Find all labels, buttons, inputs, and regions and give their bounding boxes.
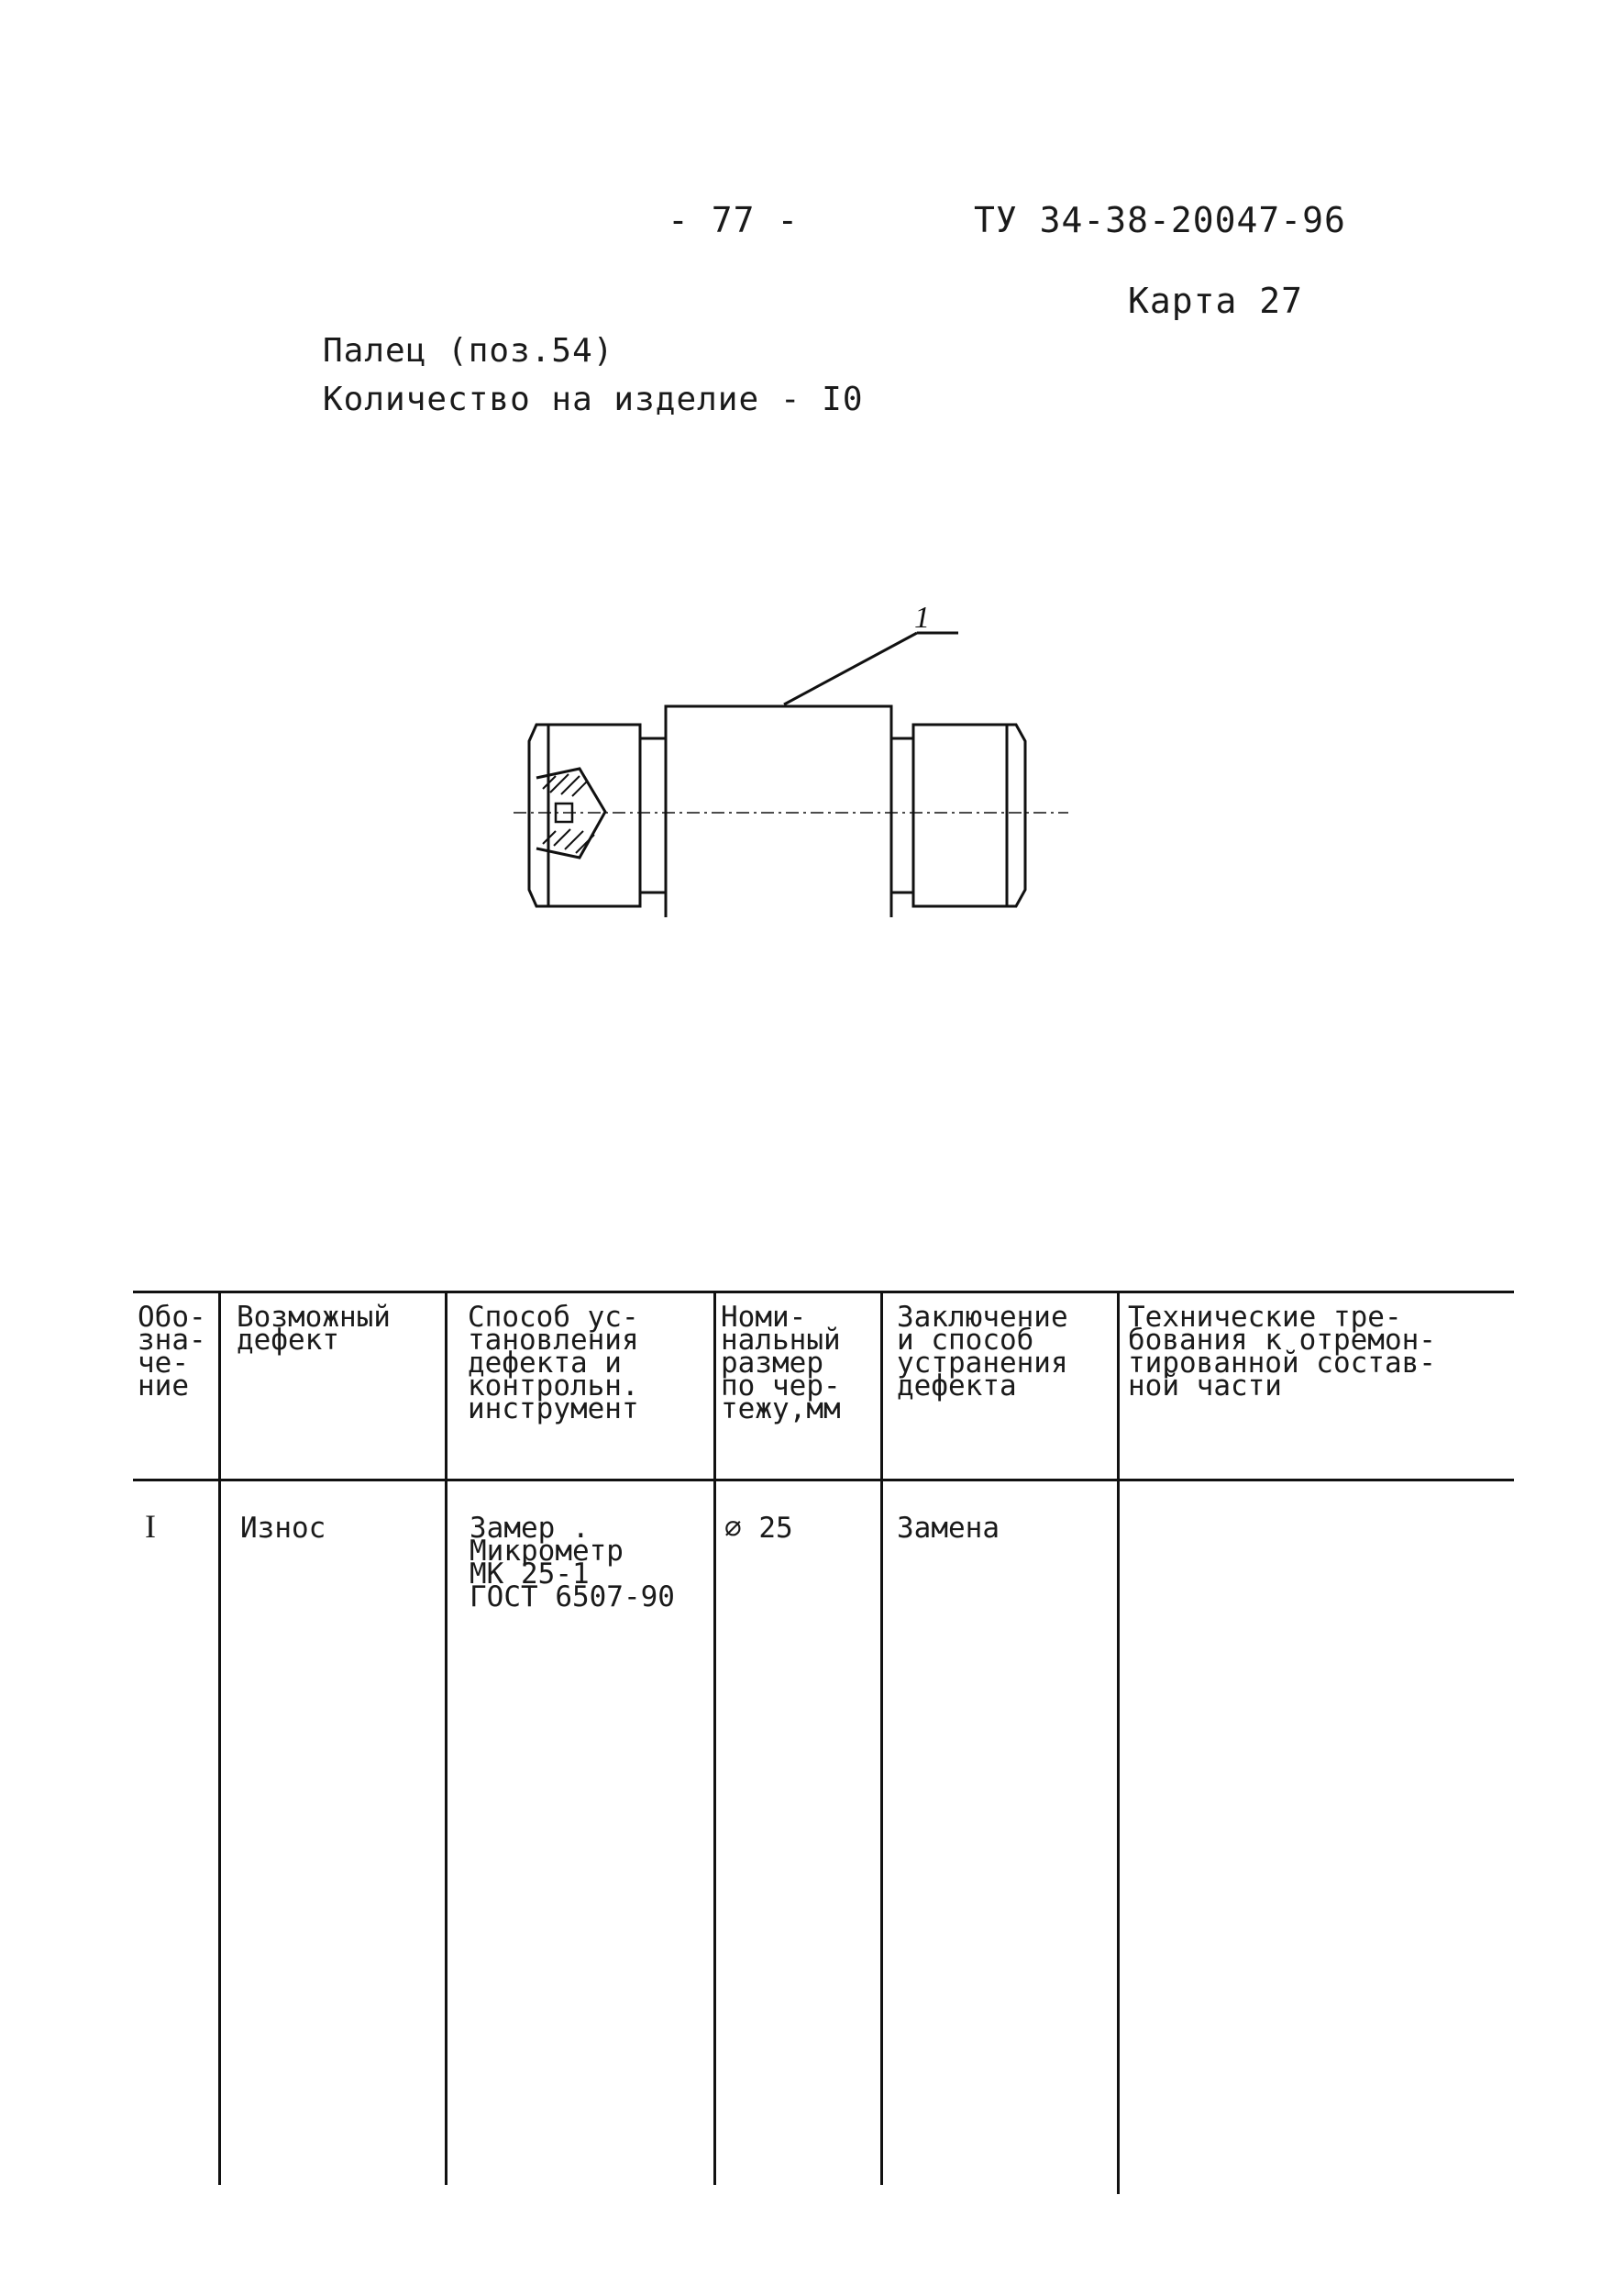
column-header-conclusion: Заключение и способ устранения дефекта xyxy=(897,1301,1068,1402)
column-header-nominal: Номи- нальный размер по чер- тежу,мм xyxy=(721,1301,841,1425)
table-header-rule xyxy=(133,1479,1514,1481)
column-header-method: Способ ус- тановления дефекта и контрольн. инструмент xyxy=(468,1301,639,1425)
column-divider-5 xyxy=(1117,1291,1120,2194)
left-end-section xyxy=(529,725,640,906)
column-header-designation: Обо- зна- че- ние xyxy=(138,1301,206,1402)
cell-designation: I xyxy=(145,1508,156,1545)
left-neck xyxy=(640,738,666,892)
right-neck xyxy=(891,738,913,892)
card-number: Карта 27 xyxy=(1128,281,1304,321)
cell-nominal: ⌀ 25 xyxy=(724,1512,793,1545)
part-quantity: Количество на изделие - I0 xyxy=(323,381,864,418)
leader-line xyxy=(784,633,917,704)
part-drawing xyxy=(495,605,1137,917)
callout-label: 1 xyxy=(914,605,930,635)
cell-conclusion: Замена xyxy=(897,1512,1000,1545)
column-header-requirements: Технические тре- бования к отремон- тированной состав- ной части xyxy=(1128,1301,1436,1402)
cell-defect: Износ xyxy=(240,1512,326,1545)
cell-method: Замер . Микрометр МК 25-1 ГОСТ 6507-90 xyxy=(470,1512,675,1613)
column-divider-1 xyxy=(218,1291,221,2185)
page-number: - 77 - xyxy=(668,200,800,240)
part-name: Палец (поз.54) xyxy=(323,332,614,370)
right-end-section xyxy=(913,725,1025,906)
column-divider-3 xyxy=(713,1291,716,2185)
document-code: ТУ 34-38-20047-96 xyxy=(974,200,1346,240)
column-divider-4 xyxy=(880,1291,883,2185)
central-body xyxy=(666,706,891,917)
column-divider-2 xyxy=(445,1291,447,2185)
table-top-rule xyxy=(133,1291,1514,1293)
column-header-defect: Возможный дефект xyxy=(237,1301,391,1357)
